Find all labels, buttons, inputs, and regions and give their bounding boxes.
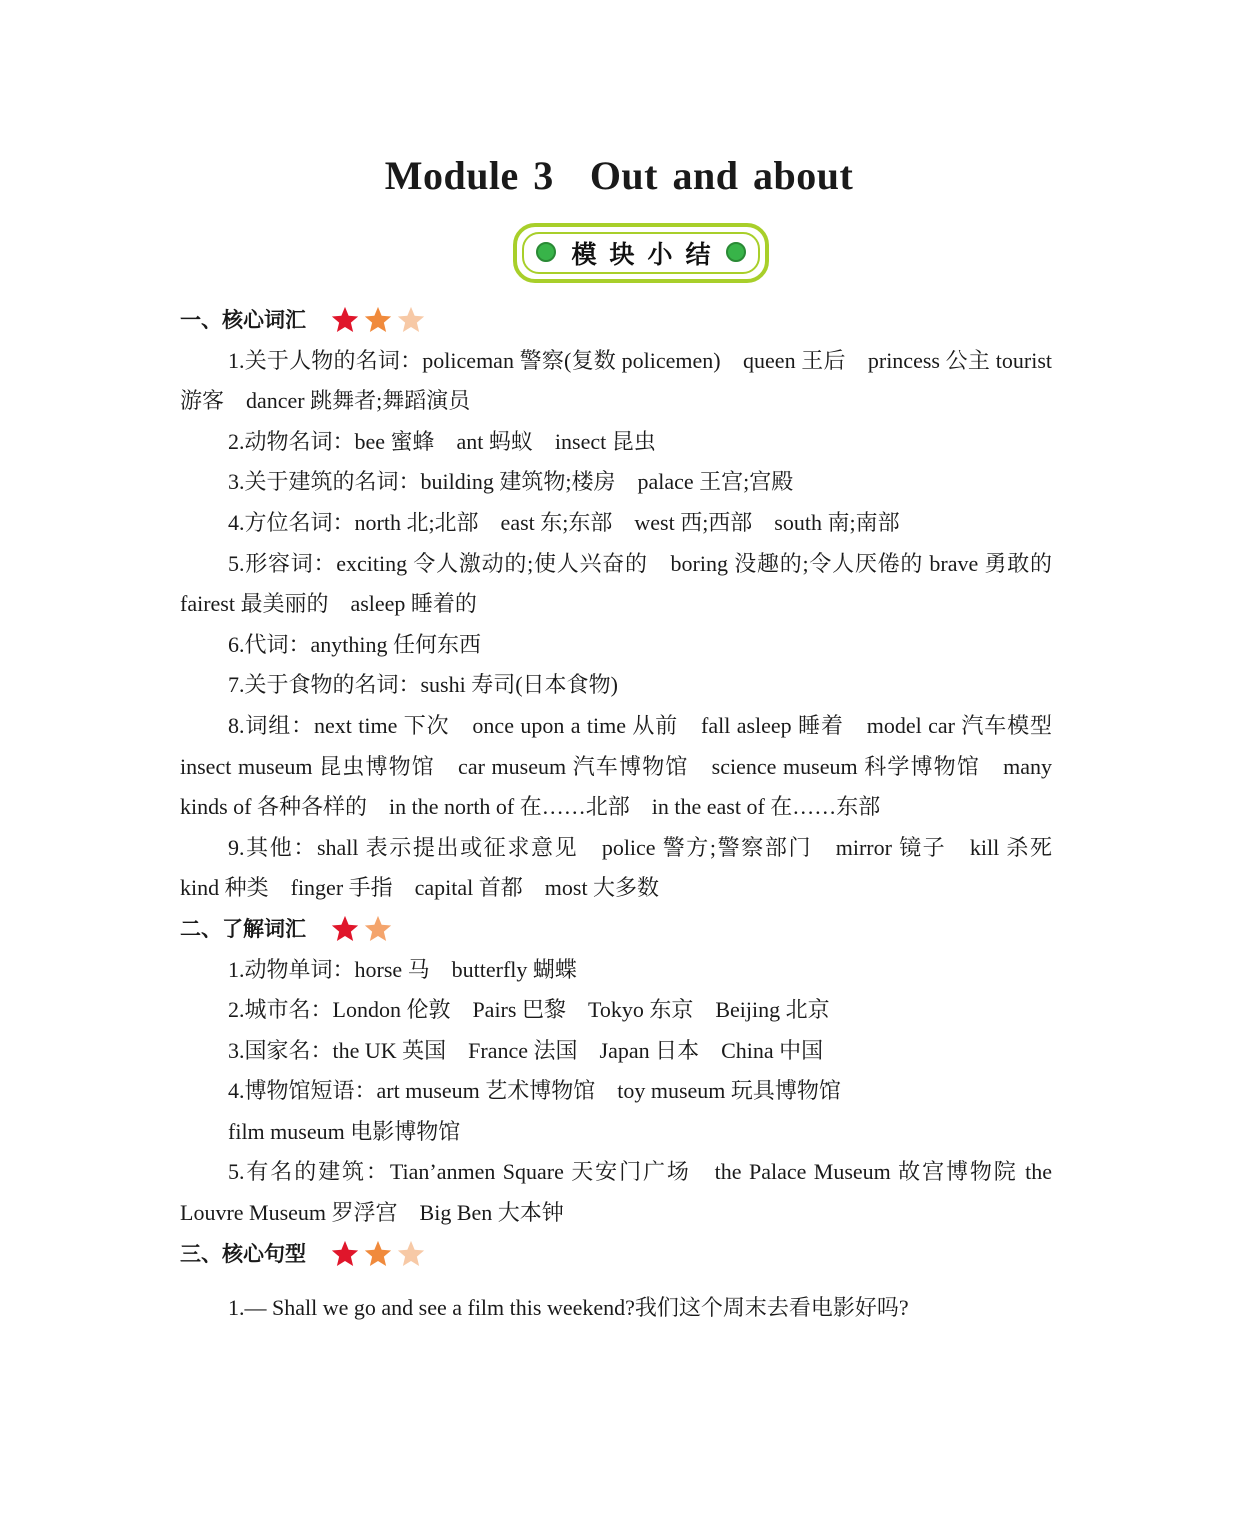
module-number: Module 3 (384, 153, 554, 198)
badge-dot-left-icon (536, 242, 556, 262)
section-heading-label: 二、了解词汇 (180, 916, 306, 941)
vocab-item: 2.城市名：London 伦敦 Pairs 巴黎 Tokyo 东京 Beijing 北京 (228, 997, 830, 1023)
section-heading-core-vocabulary (180, 300, 1052, 341)
vocab-item: 1.动物单词：horse 马 butterfly 蝴蝶 (228, 956, 577, 982)
vocab-item: 4.方位名词：north 北;北部 east 东;东部 west 西;西部 south 南;南部 (228, 509, 900, 535)
vocab-item: 5.有名的建筑：Tian’anmen Square 天安门广场 the Palace Museum 故宫博物院 the Louvre Museum 罗浮宫 Big Ben 大本钟 (180, 1159, 1052, 1226)
badge-label: 模块小结 (571, 240, 724, 269)
star-half-icon (396, 305, 426, 335)
star-full-icon (363, 1239, 393, 1269)
star-half-icon (363, 914, 393, 944)
vocab-item: 8.词组：next time 下次 once upon a time 从前 fall asleep 睡着 model car 汽车模型 insect museum 昆虫博物馆 car museum 汽车博物馆 science museum 科学博物馆 many kinds of 各种各样的 in the north of 在……北部 in the east of 在……东部 (180, 712, 1075, 820)
section-heading-known-vocabulary (180, 909, 1052, 950)
star-full-icon (330, 914, 360, 944)
difficulty-stars (330, 305, 426, 335)
vocab-item: 5.形容词：exciting 令人激动的;使人兴奋的 boring 没趣的;令人厌倦的 brave 勇敢的 fairest 最美丽的 asleep 睡着的 (180, 550, 1075, 617)
star-full-icon (363, 305, 393, 335)
section-heading-label: 一、核心词汇 (180, 308, 306, 332)
star-half-icon (396, 1239, 426, 1269)
vocab-item: 3.关于建筑的名词：building 建筑物;楼房 palace 王宫;宫殿 (228, 469, 794, 495)
vocab-item: 2.动物名词：bee 蜜蜂 ant 蚂蚁 insect 昆虫 (228, 428, 656, 454)
vocab-item: 7.关于食物的名词：sushi 寿司(日本食物) (228, 672, 618, 698)
star-full-icon (330, 1239, 360, 1269)
summary-content (180, 300, 1075, 1329)
module-title: Out and about (589, 153, 854, 198)
section-heading-core-sentences (180, 1234, 1052, 1275)
badge-dot-right-icon (726, 242, 746, 262)
star-full-icon (330, 305, 360, 335)
page-title (180, 152, 1058, 199)
vocab-item: 4.博物馆短语：art museum 艺术博物馆 toy museum 玩具博物馆 (228, 1078, 841, 1104)
vocab-item: 6.代词：anything 任何东西 (228, 631, 481, 657)
vocab-item: 9.其他：shall 表示提出或征求意见 police 警方;警察部门 mirror 镜子 kill 杀死 kind 种类 finger 手指 capital 首都 most 大多数 (180, 834, 1075, 901)
difficulty-stars (330, 1239, 426, 1269)
difficulty-stars (330, 914, 393, 944)
vocab-item: 3.国家名：the UK 英国 France 法国 Japan 日本 China 中国 (228, 1037, 824, 1063)
section-heading-label: 三、核心句型 (180, 1241, 306, 1266)
sentence-item: 1.— Shall we go and see a film this weekend?我们这个周末去看电影好吗? (228, 1295, 909, 1321)
vocab-item: film museum 电影博物馆 (228, 1118, 461, 1144)
module-summary-badge (513, 223, 769, 283)
vocab-item: 1.关于人物的名词：policeman 警察(复数 policemen) queen 王后 princess 公主 tourist 游客 dancer 跳舞者;舞蹈演员 (180, 347, 1052, 414)
